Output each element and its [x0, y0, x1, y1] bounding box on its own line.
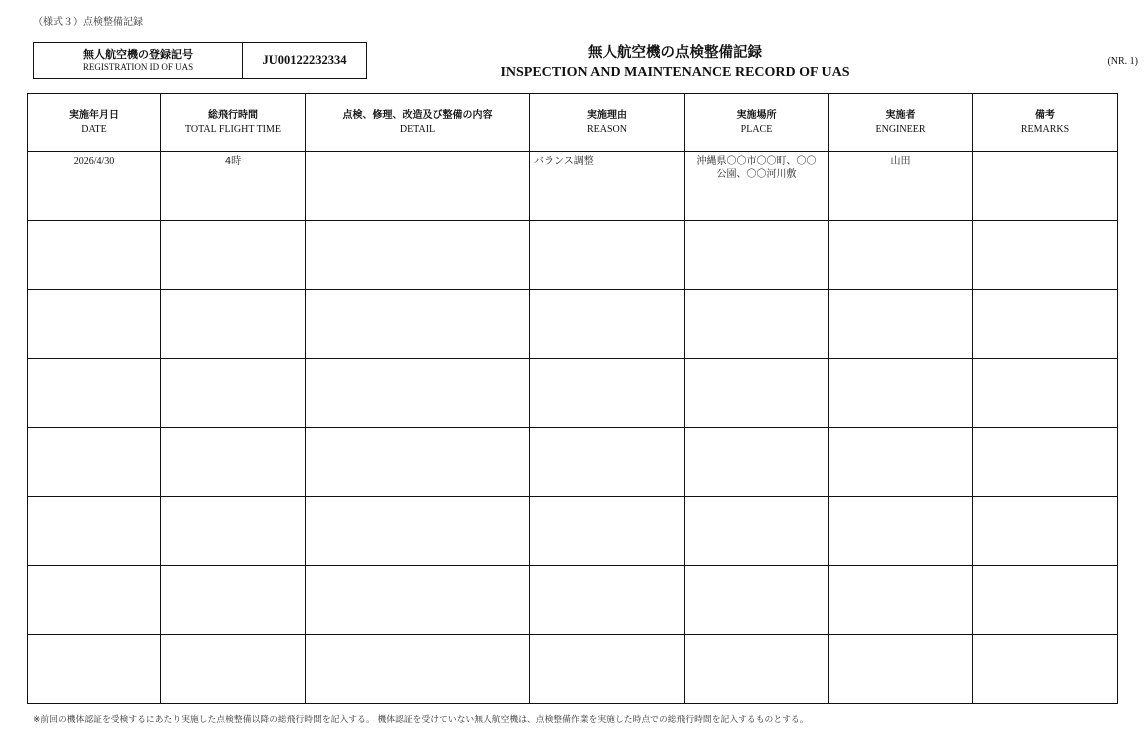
remarks-value: [973, 152, 1117, 155]
total-flight-time-cell[interactable]: [161, 428, 306, 497]
detail-cell[interactable]: [306, 428, 530, 497]
total-flight-time-value: [161, 497, 305, 500]
column-header-jp: 実施者: [885, 109, 916, 121]
table-row: [28, 428, 1118, 497]
reason-value: [530, 359, 684, 362]
document-title: [470, 43, 880, 83]
date-cell[interactable]: [28, 566, 161, 635]
engineer-cell[interactable]: [829, 566, 973, 635]
engineer-cell[interactable]: [829, 290, 973, 359]
detail-cell[interactable]: [306, 359, 530, 428]
remarks-cell[interactable]: [973, 497, 1118, 566]
place-value: [685, 152, 828, 181]
column-header-jp: 備考: [1035, 109, 1055, 121]
document-title-jp: 無人航空機の点検整備記録: [588, 45, 762, 61]
column-header-detail: [306, 94, 530, 152]
reason-cell[interactable]: [530, 221, 685, 290]
detail-cell[interactable]: [306, 290, 530, 359]
date-value: [28, 428, 160, 431]
total-flight-time-value: [161, 635, 305, 638]
column-header-engineer: [829, 94, 973, 152]
reason-value: [530, 497, 684, 500]
detail-cell[interactable]: [306, 152, 530, 221]
date-cell[interactable]: [28, 290, 161, 359]
remarks-value: [973, 428, 1117, 431]
reason-value: [530, 290, 684, 293]
reason-cell[interactable]: [530, 566, 685, 635]
reason-value: [530, 428, 684, 431]
place-cell[interactable]: [685, 428, 829, 497]
place-value: [685, 566, 828, 582]
place-value: [685, 290, 828, 306]
place-value: [685, 428, 828, 444]
date-value: [28, 359, 160, 362]
engineer-value: [829, 290, 972, 293]
footnote: ※前回の機体認証を受検するにあたり実施した点検整備以降の総飛行時間を記入する。 機体認証を受けていない無人航空機は、点検整備作業を実施した時点での総飛行時間を記入するものとする。: [33, 715, 809, 725]
total-flight-time-value: [161, 221, 305, 224]
date-cell[interactable]: [28, 497, 161, 566]
remarks-value: [973, 566, 1117, 569]
remarks-cell[interactable]: [973, 290, 1118, 359]
detail-value: [306, 566, 529, 569]
place-line-2: 公園、〇〇河川敷: [716, 169, 797, 180]
registration-id-field[interactable]: JU00122232334: [262, 53, 347, 67]
column-header-jp: 点検、修理、改造及び整備の内容: [342, 109, 493, 121]
engineer-value: [829, 221, 972, 224]
date-cell[interactable]: [28, 152, 161, 221]
maintenance-record-table: [27, 93, 1118, 704]
remarks-cell[interactable]: [973, 221, 1118, 290]
engineer-value: [829, 566, 972, 569]
column-header-reason: [530, 94, 685, 152]
reason-cell[interactable]: [530, 428, 685, 497]
remarks-cell[interactable]: [973, 428, 1118, 497]
column-header-en: TOTAL FLIGHT TIME: [184, 123, 282, 135]
column-header-en: REMARKS: [1020, 123, 1070, 135]
column-header-remarks: [973, 94, 1118, 152]
column-header-jp: 実施理由: [587, 109, 627, 121]
detail-cell[interactable]: [306, 566, 530, 635]
reason-cell[interactable]: [530, 497, 685, 566]
detail-value: [306, 152, 529, 155]
table-row: [28, 566, 1118, 635]
column-header-en: ENGINEER: [875, 123, 926, 135]
remarks-value: [973, 359, 1117, 362]
total-flight-time-value: [161, 359, 305, 362]
place-value: [685, 221, 828, 237]
engineer-value: [829, 359, 972, 362]
total-flight-time-cell[interactable]: [161, 497, 306, 566]
remarks-value: [973, 221, 1117, 224]
engineer-value: [829, 497, 972, 500]
reason-value: バランス調整: [534, 156, 594, 167]
table-row: [28, 359, 1118, 428]
column-header-total-flight-time: [161, 94, 306, 152]
detail-cell[interactable]: [306, 635, 530, 704]
detail-value: [306, 290, 529, 293]
total-flight-time-cell[interactable]: [161, 635, 306, 704]
registration-label-jp: 無人航空機の登録記号: [83, 47, 193, 61]
table-row: [28, 152, 1118, 221]
place-value: [685, 359, 828, 375]
detail-value: [306, 635, 529, 638]
column-header-jp: 実施場所: [736, 109, 777, 121]
engineer-value: [829, 635, 972, 638]
engineer-cell[interactable]: [829, 497, 973, 566]
detail-cell[interactable]: [306, 221, 530, 290]
remarks-value: [973, 497, 1117, 500]
date-value: [28, 635, 160, 638]
date-value: 2026/4/30: [73, 156, 115, 167]
table-row: [28, 290, 1118, 359]
engineer-cell[interactable]: [829, 221, 973, 290]
column-header-jp: 総飛行時間: [208, 109, 258, 121]
engineer-cell[interactable]: [829, 359, 973, 428]
date-value: [28, 290, 160, 293]
detail-value: [306, 497, 529, 500]
table-header-row: [28, 94, 1118, 152]
total-flight-time-cell[interactable]: [161, 152, 306, 221]
remarks-cell[interactable]: [973, 359, 1118, 428]
engineer-value: [829, 428, 972, 431]
engineer-value: 山田: [890, 156, 911, 167]
date-cell[interactable]: [28, 635, 161, 704]
reason-cell[interactable]: [530, 359, 685, 428]
detail-value: [306, 428, 529, 431]
engineer-cell[interactable]: [829, 428, 973, 497]
table-row: [28, 221, 1118, 290]
place-line-1: 沖縄県〇〇市〇〇町、〇〇: [696, 156, 817, 167]
reason-value: [530, 221, 684, 224]
place-cell[interactable]: [685, 221, 829, 290]
date-value: [28, 221, 160, 224]
remarks-cell[interactable]: [973, 152, 1118, 221]
table-row: [28, 635, 1118, 704]
date-cell[interactable]: [28, 359, 161, 428]
total-flight-time-cell[interactable]: [161, 566, 306, 635]
engineer-cell[interactable]: [829, 635, 973, 704]
place-value: [685, 497, 828, 513]
remarks-cell[interactable]: [973, 566, 1118, 635]
column-header-date: [28, 94, 161, 152]
total-flight-time-value: 4時: [224, 156, 242, 167]
column-header-en: PLACE: [740, 123, 773, 135]
reason-value: [530, 635, 684, 638]
detail-cell[interactable]: [306, 497, 530, 566]
place-cell[interactable]: [685, 635, 829, 704]
registration-box: [33, 42, 367, 79]
total-flight-time-cell[interactable]: [161, 359, 306, 428]
column-header-en: DETAIL: [399, 123, 436, 135]
detail-value: [306, 359, 529, 362]
date-value: [28, 566, 160, 569]
reason-value: [530, 566, 684, 569]
column-header-place: [685, 94, 829, 152]
form-label: （様式３）点検整備記録: [33, 17, 143, 28]
column-header-en: DATE: [81, 123, 107, 135]
detail-value: [306, 221, 529, 224]
total-flight-time-value: [161, 428, 305, 431]
place-cell[interactable]: [685, 152, 829, 221]
date-cell[interactable]: [28, 428, 161, 497]
total-flight-time-cell[interactable]: [161, 221, 306, 290]
registration-label: [34, 43, 243, 78]
table-row: [28, 497, 1118, 566]
page-number: (NR. 1): [1107, 56, 1138, 67]
registration-label-en: REGISTRATION ID OF UAS: [82, 61, 194, 72]
document-title-en: INSPECTION AND MAINTENANCE RECORD OF UAS: [500, 65, 850, 80]
total-flight-time-value: [161, 290, 305, 293]
place-value: [685, 635, 828, 651]
date-value: [28, 497, 160, 500]
column-header-jp: 実施年月日: [69, 109, 119, 121]
place-cell[interactable]: [685, 290, 829, 359]
reason-cell[interactable]: [530, 290, 685, 359]
date-cell[interactable]: [28, 221, 161, 290]
remarks-value: [973, 635, 1117, 638]
reason-cell[interactable]: [530, 635, 685, 704]
total-flight-time-cell[interactable]: [161, 290, 306, 359]
place-cell[interactable]: [685, 566, 829, 635]
remarks-cell[interactable]: [973, 635, 1118, 704]
column-header-en: REASON: [586, 123, 627, 135]
total-flight-time-value: [161, 566, 305, 569]
place-cell[interactable]: [685, 497, 829, 566]
remarks-value: [973, 290, 1117, 293]
engineer-cell[interactable]: [829, 152, 973, 221]
place-cell[interactable]: [685, 359, 829, 428]
reason-cell[interactable]: [530, 152, 685, 221]
